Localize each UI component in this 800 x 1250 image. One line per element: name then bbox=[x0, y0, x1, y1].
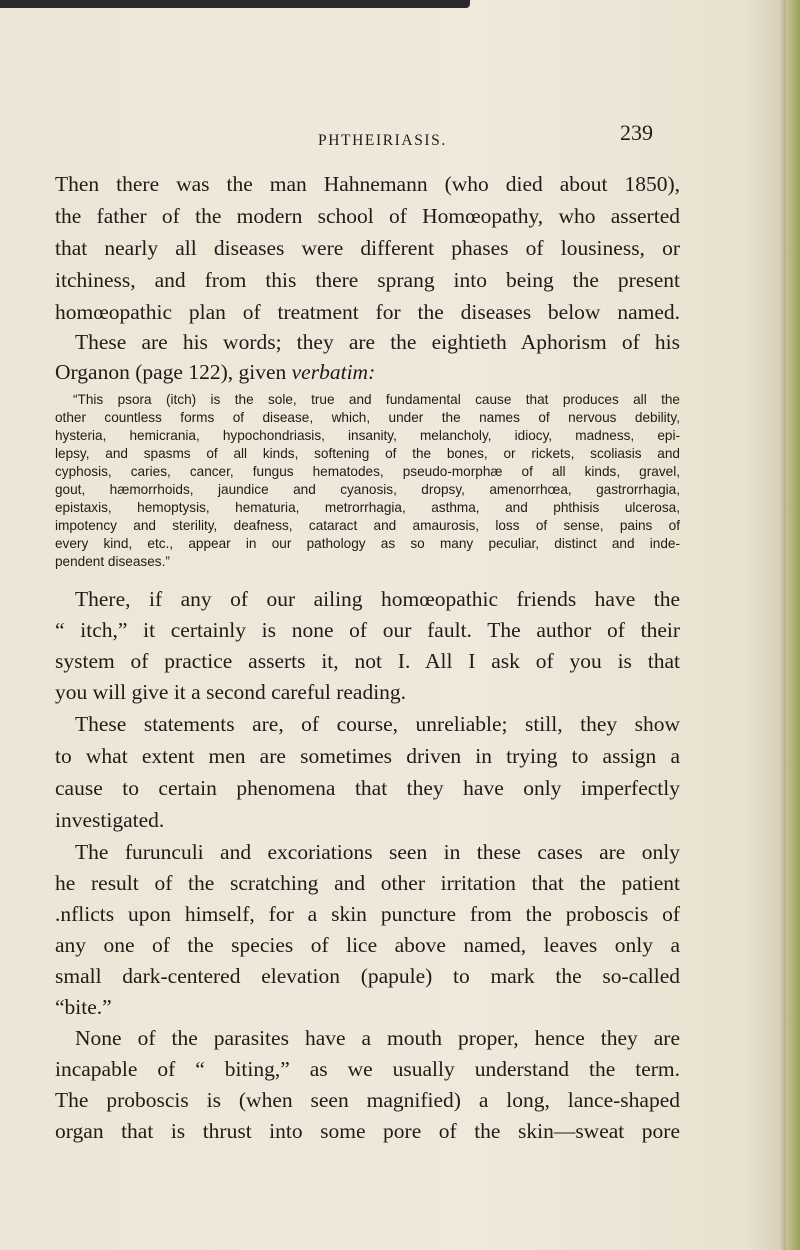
quote-line: every kind, etc., appear in our pathology as so many peculiar, distinct and inde- bbox=[55, 536, 680, 551]
text-line: organ that is thrust into some pore of the skin—sweat pore bbox=[55, 1119, 680, 1143]
text-line: to what extent men are sometimes driven in trying to assign a bbox=[55, 744, 680, 768]
quote-line: cyphosis, caries, cancer, fungus hematodes, pseudo-morphæ of all kinds, gravel, bbox=[55, 464, 680, 479]
text-line bbox=[55, 356, 680, 388]
text-line: Then there was the man Hahnemann (who died about 1850), bbox=[55, 172, 680, 196]
text-line: itchiness, and from this there sprang into being the present bbox=[55, 268, 680, 292]
page-number: 239 bbox=[620, 120, 653, 145]
page-header bbox=[0, 112, 800, 152]
text-line: homœopathic plan of treatment for the diseases below named. bbox=[55, 300, 680, 324]
text-line: system of practice asserts it, not I. All I ask of you is that bbox=[55, 649, 680, 673]
quote-line: other countless forms of disease, which, under the names of nervous debility, bbox=[55, 410, 680, 425]
italic-text: verbatim: bbox=[291, 360, 376, 384]
text-line: None of the parasites have a mouth proper, hence they are bbox=[75, 1026, 680, 1050]
text-line: any one of the species of lice above named, leaves only a bbox=[55, 933, 680, 957]
text-line: “ itch,” it certainly is none of our fault. The author of their bbox=[55, 618, 680, 642]
text-line: “bite.” bbox=[55, 995, 112, 1019]
quote-line: pendent diseases.” bbox=[55, 554, 170, 569]
text-line: the father of the modern school of Homœopathy, who asserted bbox=[55, 204, 680, 228]
text-line: investigated. bbox=[55, 808, 165, 832]
text-line: small dark-centered elevation (papule) to mark the so-called bbox=[55, 964, 680, 988]
book-spine-edge bbox=[786, 0, 800, 1250]
text-line: incapable of “ biting,” as we usually understand the term. bbox=[55, 1057, 680, 1081]
quote-line: gout, hæmorrhoids, jaundice and cyanosis, dropsy, amenorrhœa, gastrorrhagia, bbox=[55, 482, 680, 497]
text-span: Organon (page 122), given bbox=[55, 360, 287, 384]
text-line: These are his words; they are the eightieth Aphorism of his bbox=[75, 330, 680, 354]
scan-edge-line bbox=[0, 0, 470, 8]
text-line: These statements are, of course, unreliable; still, they show bbox=[75, 712, 680, 736]
text-line: There, if any of our ailing homœopathic friends have the bbox=[75, 587, 680, 611]
quote-line: hysteria, hemicrania, hypochondriasis, insanity, melancholy, idiocy, madness, epi- bbox=[55, 428, 680, 443]
text-line: .nflicts upon himself, for a skin puncture from the proboscis of bbox=[55, 902, 680, 926]
text-line: The furunculi and excoriations seen in these cases are only bbox=[75, 840, 680, 864]
quote-line: impotency and sterility, deafness, cataract and amaurosis, loss of sense, pains of bbox=[55, 518, 680, 533]
running-head: PHTHEIRIASIS. bbox=[318, 132, 447, 149]
text-line: cause to certain phenomena that they have only imperfectly bbox=[55, 776, 680, 800]
quote-line: epistaxis, hemoptysis, hematuria, metrorrhagia, asthma, and phthisis ulcerosa, bbox=[55, 500, 680, 515]
quote-line: lepsy, and spasms of all kinds, softening of the bones, or rickets, scoliasis and bbox=[55, 446, 680, 461]
text-line: that nearly all diseases were different phases of lousiness, or bbox=[55, 236, 680, 260]
quote-line: “This psora (itch) is the sole, true and fundamental cause that produces all the bbox=[73, 392, 680, 407]
text-line: The proboscis is (when seen magnified) a long, lance-shaped bbox=[55, 1088, 680, 1112]
text-line: you will give it a second careful reading. bbox=[55, 680, 407, 704]
text-line: he result of the scratching and other irritation that the patient bbox=[55, 871, 680, 895]
